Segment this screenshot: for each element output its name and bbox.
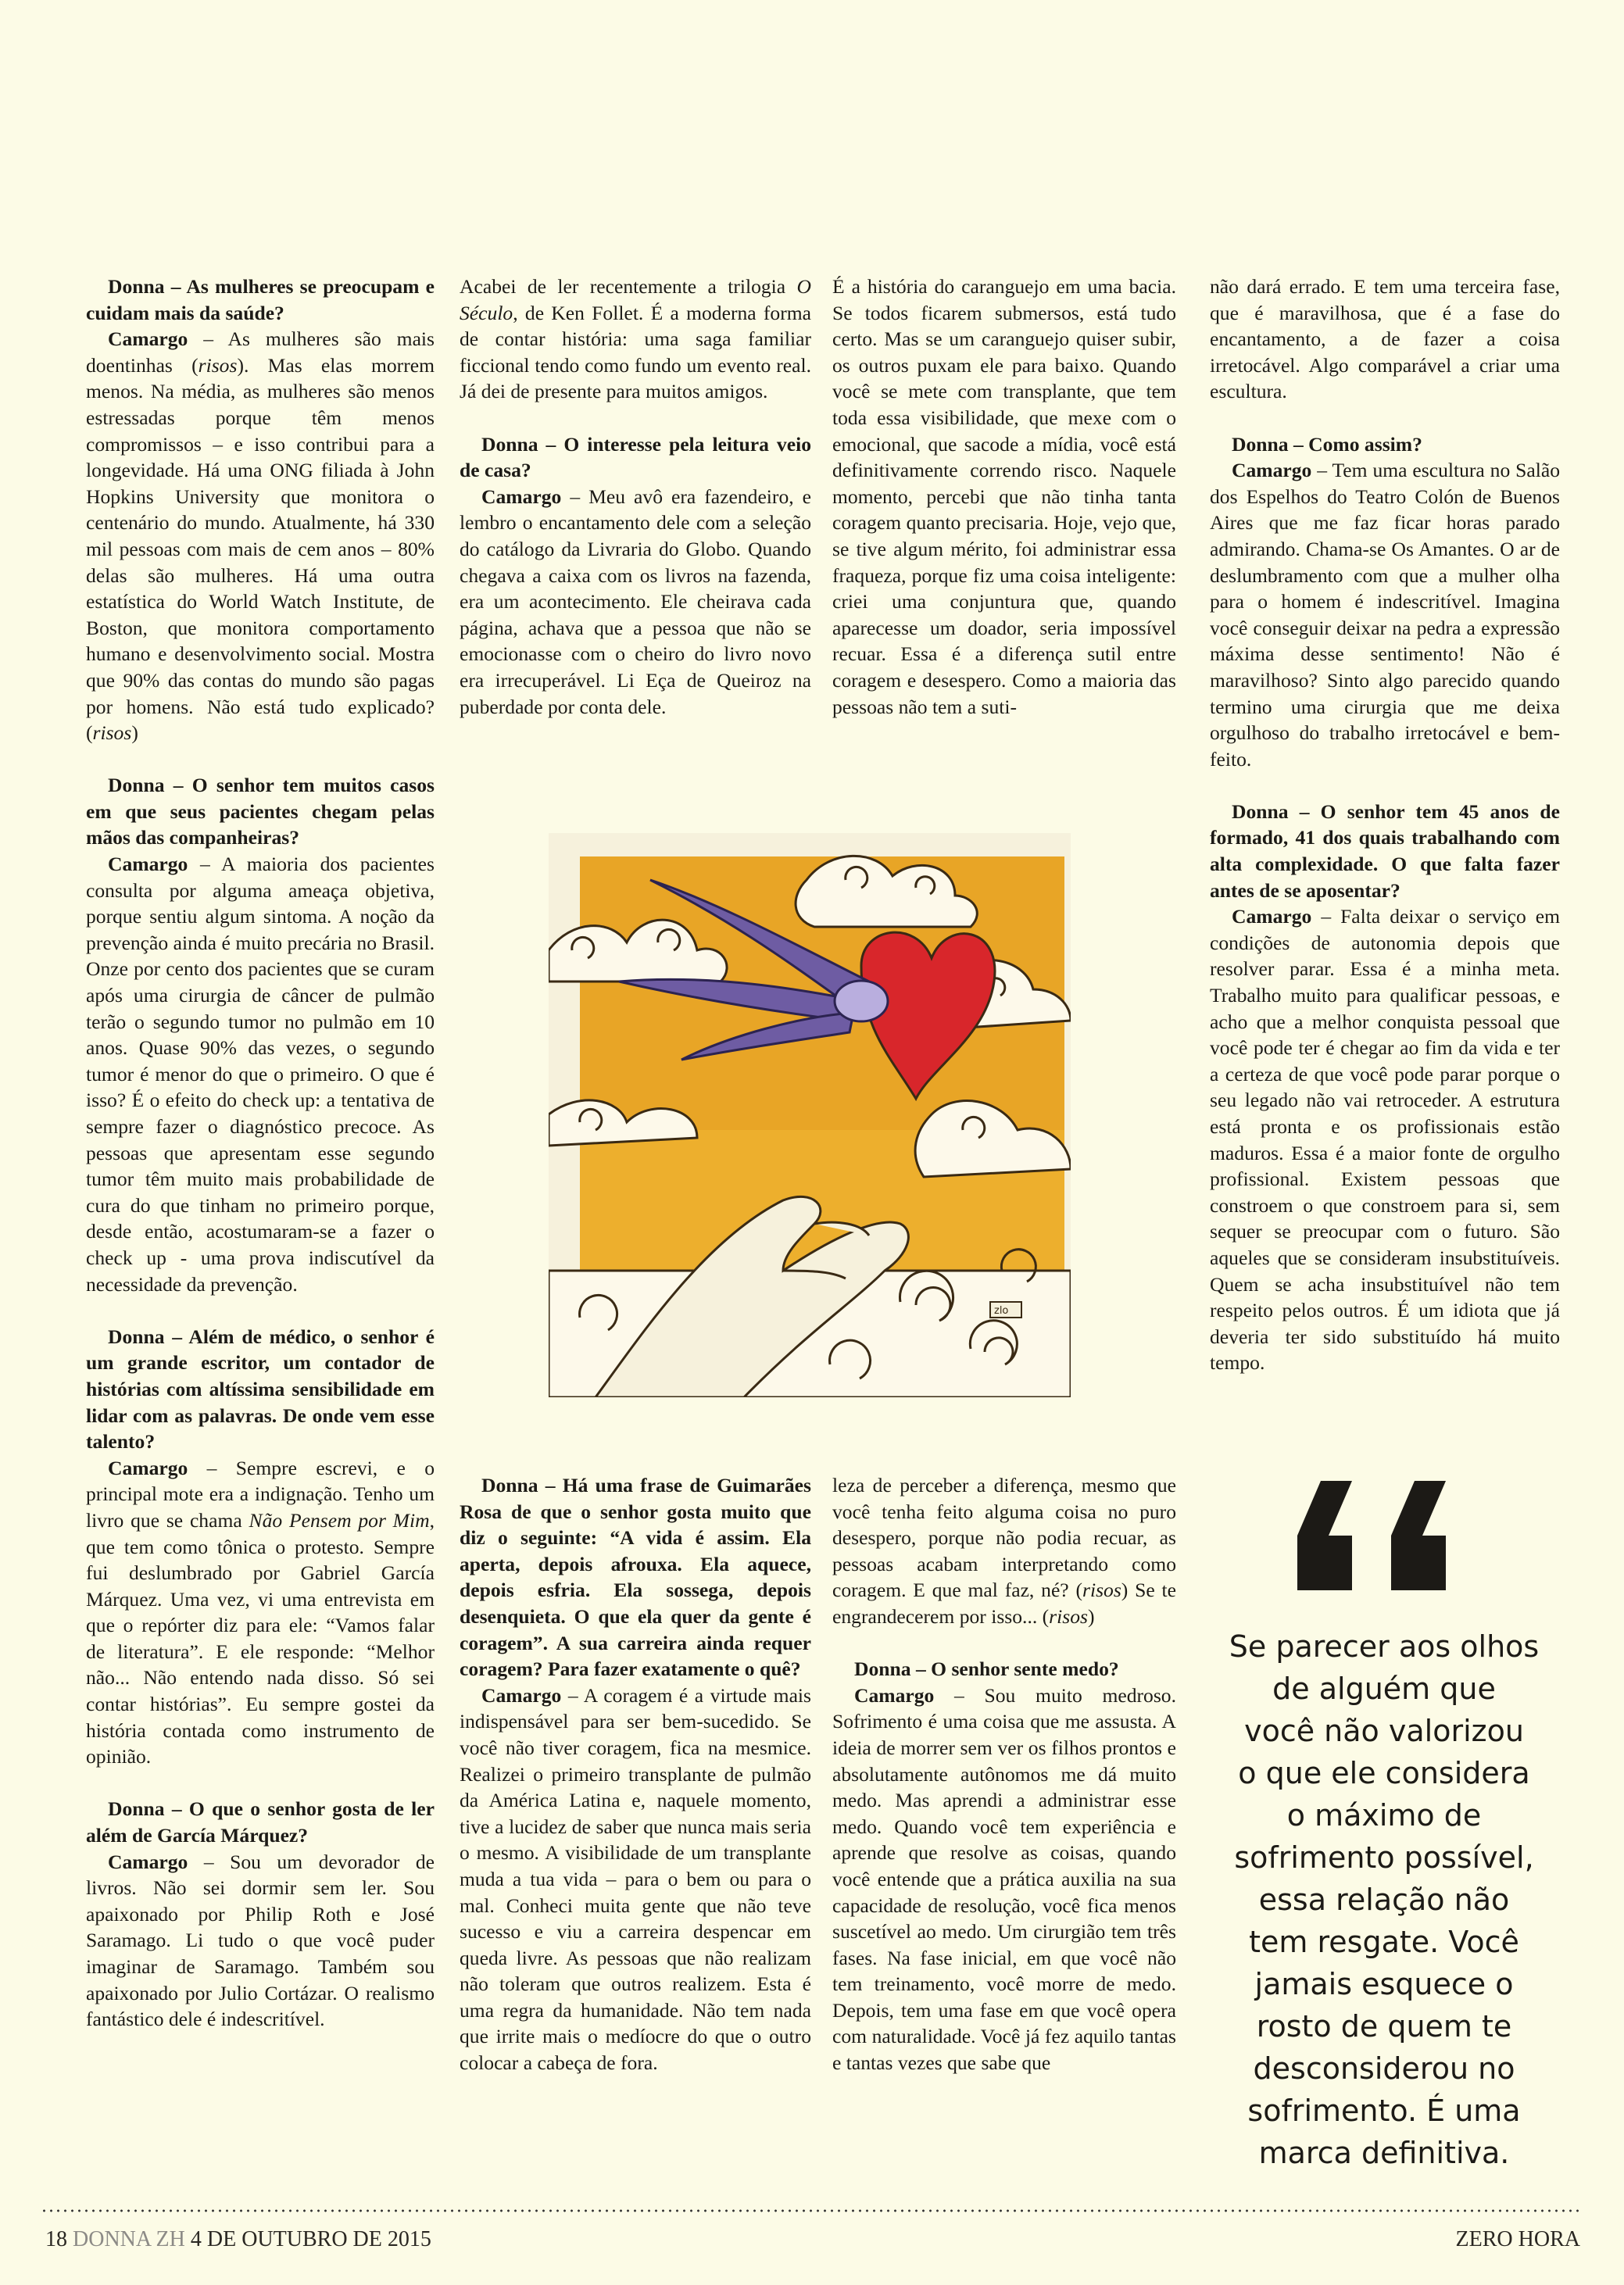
pull-quote-line: você não valorizou (1244, 1714, 1524, 1748)
pull-quote-line: desconsiderou no (1253, 2051, 1515, 2086)
pull-quote-line: marca definitiva. (1258, 2136, 1510, 2170)
interview-question: Donna – Como assim? (1232, 432, 1422, 456)
section-brand: DONNA ZH (73, 2227, 185, 2251)
pull-quote-line: o máximo de (1286, 1798, 1482, 1833)
heart-with-wings-illustration (549, 833, 1071, 1397)
interview-answer: Camargo – Meu avô era fazendeiro, e lembro o encantamento dele com a seleção do catálogo da Livraria do Globo. Quando chegava a caixa com os livros na fazenda, era um acontecimento. Ele cheirava cada página, achava que a pessoa que não se emocionasse com o cheiro do livro novo era irrecuperável. Li Eça de Queiroz na puberdade por conta dele. (460, 485, 811, 718)
interview-question: Donna – O senhor sente medo? (854, 1657, 1119, 1681)
interview-answer: não dará errado. E tem uma terceira fase, que é maravilhosa, que é a fase do encantamento, a de fazer a coisa irretocável. Algo comparável a criar uma escultura. (1210, 275, 1560, 403)
interview-question: Donna – O interesse pela leitura veio de casa? (460, 432, 811, 482)
interview-question: Donna – As mulheres se preocupam e cuidam mais da saúde? (86, 275, 435, 324)
pull-quote-line: o que ele considera (1238, 1756, 1530, 1790)
issue-date: 4 DE OUTUBRO DE 2015 (190, 2227, 431, 2251)
column-4 (1210, 274, 1560, 1376)
interview-answer: Camargo – A maioria dos pacientes consulta por alguma ameaça objetiva, porque sentiu algum sintoma. A noção da prevenção ainda é muito precária no Brasil. Onze por cento dos pacientes que se curam após uma cirurgia de câncer de pulmão terão o segundo tumor no pulmão em 10 anos. Quase 90% das vezes, o segundo tumor é menor do que o primeiro. O que é isso? É o efeito do check up: a tentativa de sempre fazer o diagnóstico precoce. As pessoas que apresentam esse segundo tumor têm muito mais probabilidade de cura do que tinham no primeiro porque, desde então, acostumaram-se a fazer o check up - uma prova indiscutível da necessidade da prevenção. (86, 853, 435, 1296)
pull-quote-line: sofrimento. É uma (1247, 2094, 1521, 2128)
publication-name: ZERO HORA (1455, 2227, 1580, 2251)
pull-quote (1200, 1625, 1569, 2174)
pull-quote-line: tem resgate. Você (1249, 1925, 1519, 1959)
interview-answer: Camargo – Sou um devorador de livros. Não sei dormir sem ler. Sou apaixonado por Philip Roth e José Saramago. Li tudo o que você puder imaginar de Saramago. Também sou apaixonado por Julio Cortázar. O realismo fantástico dele é indescritível. (86, 1850, 435, 2031)
pull-quote-line: rosto de quem te (1256, 2009, 1512, 2044)
interview-answer: Camargo – Sempre escrevi, e o principal mote era a indignação. Tenho um livro que se chama Não Pensem por Mim, que tem como tônica o protesto. Sempre fui deslumbrado por Gabriel García Márquez. Uma vez, vi uma entrevista em que o repórter diz para ele: “Vamos falar de literatura”. E ele responde: “Melhor não... Não entendo nada disso. Só sei contar histórias”. Eu sempre gostei da história contada como instrumento de opinião. (86, 1456, 435, 1768)
footer-left (45, 2227, 431, 2252)
page-number: 18 (45, 2227, 67, 2251)
pull-quote-line: sofrimento possível, (1234, 1840, 1534, 1875)
column-2-bottom (460, 1472, 811, 2076)
column-3-bottom (832, 1472, 1176, 2076)
interview-answer: Camargo – Falta deixar o serviço em condições de autonomia depois que resolver parar. Essa é a minha meta. Trabalho muito para qualificar pessoas, e acho que a melhor conquista pessoal que você pode ter é chegar ao fim da vida e ter a certeza de que você pode parar porque o seu legado não vai retroceder. A estrutura está pronta e os profissionais estão maduros. Essa é a maior fonte de orgulho profissional. Existem pessoas que constroem o que constroem para si, sem sequer se preocupar com o futuro. São aqueles que se consideram insubstituíveis. Quem se acha insubstituível não tem respeito pelos outros. É um idiota que já deveria ter sido substituído há muito tempo. (1210, 905, 1560, 1375)
interview-answer: Camargo – Tem uma escultura no Salão dos Espelhos do Teatro Colón de Buenos Aires que me faz ficar horas parado admirando. Chama-se Os Amantes. O ar de deslumbramento com que a mulher olha para o homem é indescritível. Imagina você conseguir deixar na pedra a expressão máxima desse sentimento! Não é maravilhoso? Sinto algo parecido quando termino uma cirurgia que me deixa orgulhoso do trabalho irretocável e bem-feito. (1210, 459, 1560, 771)
interview-answer: Camargo – As mulheres são mais doentinhas (risos). Mas elas morrem menos. Na média, as mulheres são menos estressadas porque têm menos compromissos – e isso contribui para a longevidade. Há uma ONG filiada à John Hopkins University que monitora o centenário do mundo. Atualmente, há 330 mil pessoas com mais de cem anos – 80% delas são mulheres. Há uma outra estatística do World Watch Institute, de Boston, que monitora comportamento humano e desenvolvimento social. Mostra que 90% das contas do mundo são pagas por homens. Não está tudo explicado? (risos) (86, 327, 435, 745)
interview-answer: leza de perceber a diferença, mesmo que você tenha feito alguma coisa no puro desespero, porque não podia recuar, as pessoas acabam interpretando como coragem. E que mal faz, né? (risos) Se te engrandecerem por isso... (risos) (832, 1474, 1176, 1628)
interview-answer: É a história do caranguejo em uma bacia. Se todos ficarem submersos, está tudo certo. Mas se um caranguejo quiser subir, os outros puxam ele para baixo. Quando você se mete com transplante, que tem toda essa visibilidade, que mexe com o emocional, que sacode a mídia, você está definitivamente correndo risco. Naquele momento, percebi que não tinha tanta coragem quanto precisaria. Hoje, vejo que, se tive algum mérito, foi administrar essa fraqueza, porque fiz uma coisa inteligente: criei uma conjuntura que, quando aparecesse um doador, seria impossível recuar. Essa é a diferença sutil entre coragem e desespero. Como a maioria das pessoas não tem a suti- (832, 275, 1176, 718)
column-3-top (832, 274, 1176, 720)
interview-question: Donna – Além de médico, o senhor é um grande escritor, um contador de histórias com altíssima sensibilidade em lidar com as palavras. De onde vem esse talento? (86, 1325, 435, 1454)
interview-question: Donna – O senhor tem 45 anos de formado, 41 dos quais trabalhando com alta complexidade. O que falta fazer antes de se aposentar? (1210, 799, 1560, 902)
interview-answer: Acabei de ler recentemente a trilogia O Século, de Ken Follet. É a moderna forma de contar história: uma saga familiar ficcional tendo como fundo um evento real. Já dei de presente para muitos amigos. (460, 275, 811, 403)
interview-answer: Camargo – Sou muito medroso. Sofrimento é uma coisa que me assusta. A ideia de morrer sem ver os filhos prontos e absolutamente autônomos me dá muito medo. Mas aprendi a administrar esse medo. Quando você tem experiência e aprende que resolve as coisas, quando você entende que a prática auxilia na sua capacidade de resolução, você fica menos suscetível ao medo. Um cirurgião tem três fases. Na fase inicial, em que você não tem treinamento, você morre de medo. Depois, tem uma fase em que você opera com naturalidade. Você já fez aquilo tantas e tantas vezes que sabe que (832, 1683, 1176, 2075)
column-2-top (460, 274, 811, 720)
interview-question: Donna – Há uma frase de Guimarães Rosa de que o senhor gosta muito que diz o seguinte: “A vida é assim. Ela aperta, depois afrouxa. Ela aquece, depois esfria. Ela sossega, depois desenquieta. O que ela quer da gente é coragem”. A sua carreira ainda requer coragem? Para fazer exatamente o quê? (460, 1474, 811, 1681)
column-1 (86, 274, 435, 2033)
interview-question: Donna – O que o senhor gosta de ler além de García Márquez? (86, 1797, 435, 1847)
pull-quote-line: essa relação não (1258, 1883, 1510, 1917)
interview-question: Donna – O senhor tem muitos casos em que seus pacientes chegam pelas mãos das companheiras? (86, 774, 435, 849)
pull-quote-line: de alguém que (1272, 1672, 1496, 1706)
pull-quote-line: jamais esquece o (1254, 1967, 1514, 2001)
footer-divider (41, 2208, 1583, 2213)
illustration-signature: zlo (994, 1305, 1009, 1317)
pull-quote-line: Se parecer aos olhos (1229, 1629, 1540, 1664)
quotation-mark-icon (1290, 1481, 1469, 1590)
interview-answer: Camargo – A coragem é a virtude mais indispensável para ser bem-sucedido. Se você não tiver coragem, fica na mesmice. Realizei o primeiro transplante de pulmão da América Latina e, naquele momento, tive a lucidez de saber que nunca mais seria o mesmo. A visibilidade de um transplante muda a tua vida – para o bem ou para o mal. Conheci muita gente que não teve sucesso e viu a carreira despencar em queda livre. As pessoas que não realizam não toleram que outros realizem. Esta é uma regra da humanidade. Não tem nada que irrite mais o medíocre do que o outro colocar a cabeça de fora. (460, 1683, 811, 2075)
